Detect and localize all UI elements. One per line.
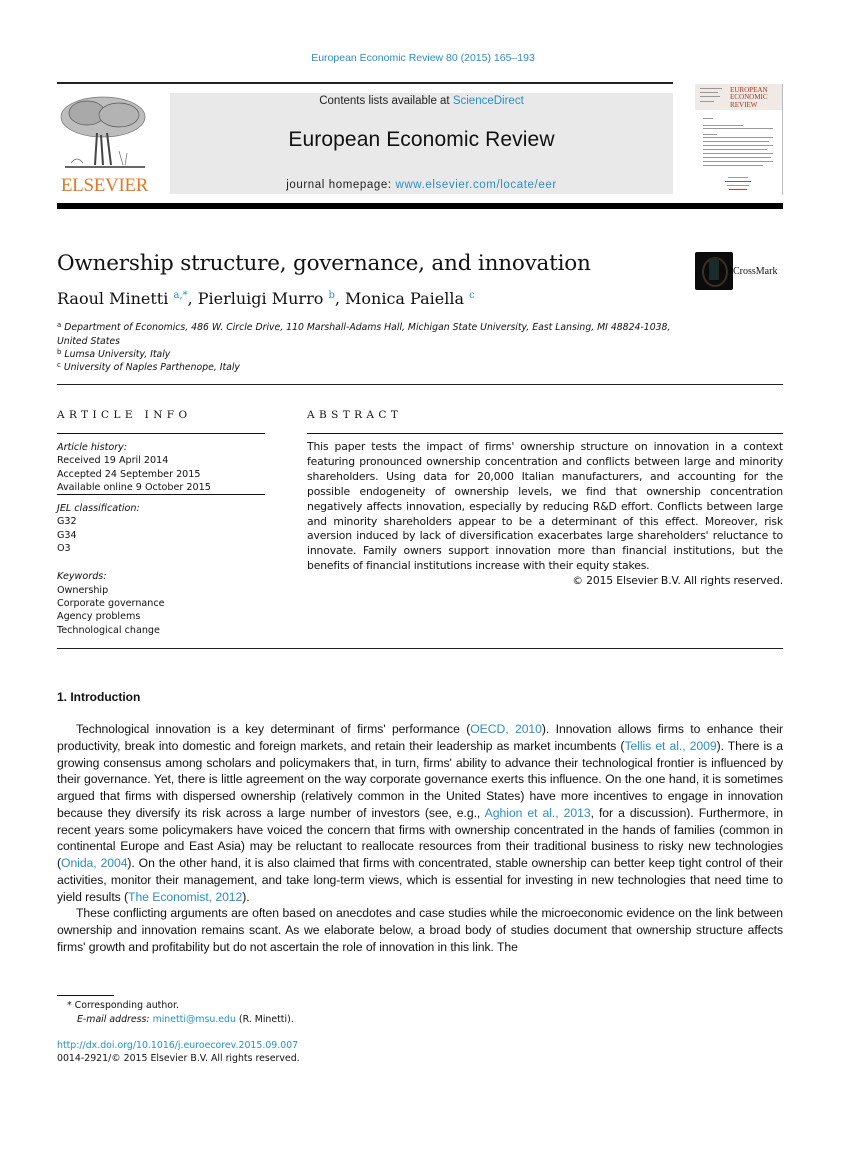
affiliation-text: Department of Economics, 486 W. Circle Drive, 110 Marshall-Adams Hall, Michigan State University, East Lansing, MI 48824-1038, United States <box>57 322 671 347</box>
author-affiliation-link[interactable]: a,* <box>173 290 188 301</box>
text: ). On the other hand, it is also claimed that firms with concentrated, stable ownership can better keep tight control of their activities, monitor their management, and take long-term views, which is essential for investing in new technologies that need time to yield results ( <box>57 856 783 904</box>
article-title: Ownership structure, governance, and innovation <box>57 251 591 276</box>
affiliation-a <box>57 319 697 348</box>
citation-link[interactable]: Aghion et al., 2013 <box>484 805 591 820</box>
cover-title <box>730 87 768 109</box>
keyword: Agency problems <box>57 611 141 623</box>
jel-classification <box>57 502 265 555</box>
jel-code: G32 <box>57 516 77 528</box>
article-info <box>57 433 265 637</box>
affiliation-text: Lumsa University, Italy <box>64 349 171 360</box>
author-affiliation-link[interactable]: c <box>469 290 475 301</box>
elsevier-logo[interactable] <box>57 93 150 195</box>
jel-code: G34 <box>57 529 77 541</box>
elsevier-tree-icon <box>57 93 150 173</box>
abstract <box>307 433 783 587</box>
footnote-corresponding: * Corresponding author. <box>67 1000 180 1011</box>
email-link[interactable]: minetti@msu.edu <box>152 1014 236 1025</box>
article-history <box>57 441 265 494</box>
abstract-text: This paper tests the impact of firms' ownership structure on innovation in a context featuring pronounced ownership concentration and conflicts between large and minority shareholders. Using data for 20,000 Italian manufacturers, and accounting for the possible endogeneity of ownership levels, we find that ownership concentration negatively affects innovation, especially by reducing R&D effort. Conflicts between large and minority shareholders appear to be a determinant of this effect. Moreover, risk aversion induced by lack of diversification exacerbates large shareholders' reluctance to innovate. Family owners support innovation more than financial institutions, but the benefits of financial institutions increase with their equity stakes. <box>307 440 783 573</box>
paragraph <box>57 721 783 905</box>
sciencedirect-link[interactable]: ScienceDirect <box>452 95 524 107</box>
journal-title: European Economic Review <box>288 128 555 151</box>
abstract-rule <box>307 433 783 434</box>
affiliation-marker: a <box>57 321 62 329</box>
text: ). <box>242 889 250 904</box>
affiliation-text: University of Naples Parthenope, Italy <box>63 362 240 373</box>
history-item: Received 19 April 2014 <box>57 455 169 467</box>
keyword: Ownership <box>57 584 109 596</box>
section-divider <box>57 648 783 649</box>
cover-banner <box>695 84 782 110</box>
author-name: Pierluigi Murro <box>197 289 324 308</box>
citation-link[interactable]: Tellis et al., 2009 <box>624 738 717 753</box>
abstract-heading: ABSTRACT <box>307 409 403 421</box>
keyword: Technological change <box>57 624 160 636</box>
paragraph: These conflicting arguments are often based on anecdotes and case studies while the microeconomic evidence on the link between ownership and innovation remains scant. As we elaborate below, a broad body of studies document that ownership structure affects firms' growth and profitability but do not ascertain the role of innovation in this link. The <box>57 906 783 954</box>
affiliation-marker: c <box>57 361 61 369</box>
article-info-heading: ARTICLE INFO <box>57 409 192 421</box>
journal-homepage-link[interactable]: www.elsevier.com/locate/eer <box>395 179 557 191</box>
section-divider <box>57 384 783 385</box>
cover-title-line: REVIEW <box>730 100 758 109</box>
footnote-email <box>77 1013 294 1026</box>
masthead-bottom-rule <box>57 203 783 209</box>
author-list: Raoul Minetti $^{a,*}$, Pierluigi Murro $^b$, Monica Paiella $^c$ <box>57 289 475 308</box>
affiliation-marker: b <box>57 348 62 356</box>
contents-line <box>170 95 673 107</box>
history-item: Available online 9 October 2015 <box>57 481 211 493</box>
doi-link[interactable]: http://dx.doi.org/10.1016/j.euroecorev.2015.09.007 <box>57 1040 299 1051</box>
journal-header-box <box>170 93 673 194</box>
text: , for a discussion). Furthermore, in recent years some policymakers have voiced the concern that firms with ownership concentrated in the hands of families (common in continental Europe and East Asia) may be reluctant to reallocate resources from their traditional business to risky new technologies ( <box>57 805 783 870</box>
history-label: Article history: <box>57 442 128 453</box>
affiliation-c <box>57 359 697 375</box>
text: ). There is a growing consensus among scholars and policymakers that, in turn, firms' ability to advance their technological frontier is influenced by their governance. Yet, there is little agreement on the way corporate governance exerts this influence. On the one hand, it is sometimes argued that firms with dispersed ownership (relatively common in the United States) have more incentives to engage in innovation because they diversify its risk across a large number of investors (see, e.g., <box>57 738 783 820</box>
citation-link[interactable]: OECD, 2010 <box>470 722 542 736</box>
contents-prefix: Contents lists available at <box>319 95 453 107</box>
jel-code: O3 <box>57 543 71 555</box>
keywords-label: Keywords: <box>57 571 107 583</box>
journal-citation-link[interactable]: European Economic Review 80 (2015) 165–193 <box>311 52 535 64</box>
journal-cover-thumbnail[interactable] <box>695 84 783 195</box>
issn-line: 0014-2921/© 2015 Elsevier B.V. All rights reserved. <box>57 1053 300 1064</box>
text: Technological innovation is a key determinant of firms' performance ( <box>76 722 471 736</box>
introduction-body <box>57 721 783 956</box>
crossmark-label[interactable]: CrossMark <box>733 266 778 277</box>
info-rule <box>57 433 265 434</box>
cover-title-line: EUROPEAN <box>730 86 768 94</box>
footnote-rule <box>57 995 114 996</box>
email-label: E-mail address: <box>77 1014 153 1025</box>
citation-link[interactable]: Onida, 2004 <box>61 856 128 870</box>
homepage-line <box>170 179 673 191</box>
cover-title-line: ECONOMIC <box>730 93 768 102</box>
homepage-prefix: journal homepage: <box>286 179 396 191</box>
jel-label: JEL classification: <box>57 503 140 515</box>
author-name: Monica Paiella <box>345 289 464 308</box>
keyword: Corporate governance <box>57 597 165 609</box>
crossmark-icon[interactable] <box>695 252 733 290</box>
text: ). Innovation allows firms to enhance their productivity, break into domestic and foreign markets, and retain their leadership as market incumbents ( <box>57 722 783 753</box>
info-rule <box>57 494 265 495</box>
history-item: Accepted 24 September 2015 <box>57 468 201 480</box>
section-heading-introduction: 1. Introduction <box>57 690 141 704</box>
author-name: Raoul Minetti <box>57 289 169 308</box>
elsevier-wordmark: ELSEVIER <box>60 175 149 196</box>
abstract-copyright: © 2015 Elsevier B.V. All rights reserved. <box>572 574 783 588</box>
keywords <box>57 570 265 636</box>
citation-link[interactable]: The Economist, 2012 <box>128 889 243 904</box>
author-affiliation-link[interactable]: b <box>328 290 335 301</box>
email-suffix: (R. Minetti). <box>235 1014 294 1025</box>
masthead-top-rule <box>57 82 673 84</box>
